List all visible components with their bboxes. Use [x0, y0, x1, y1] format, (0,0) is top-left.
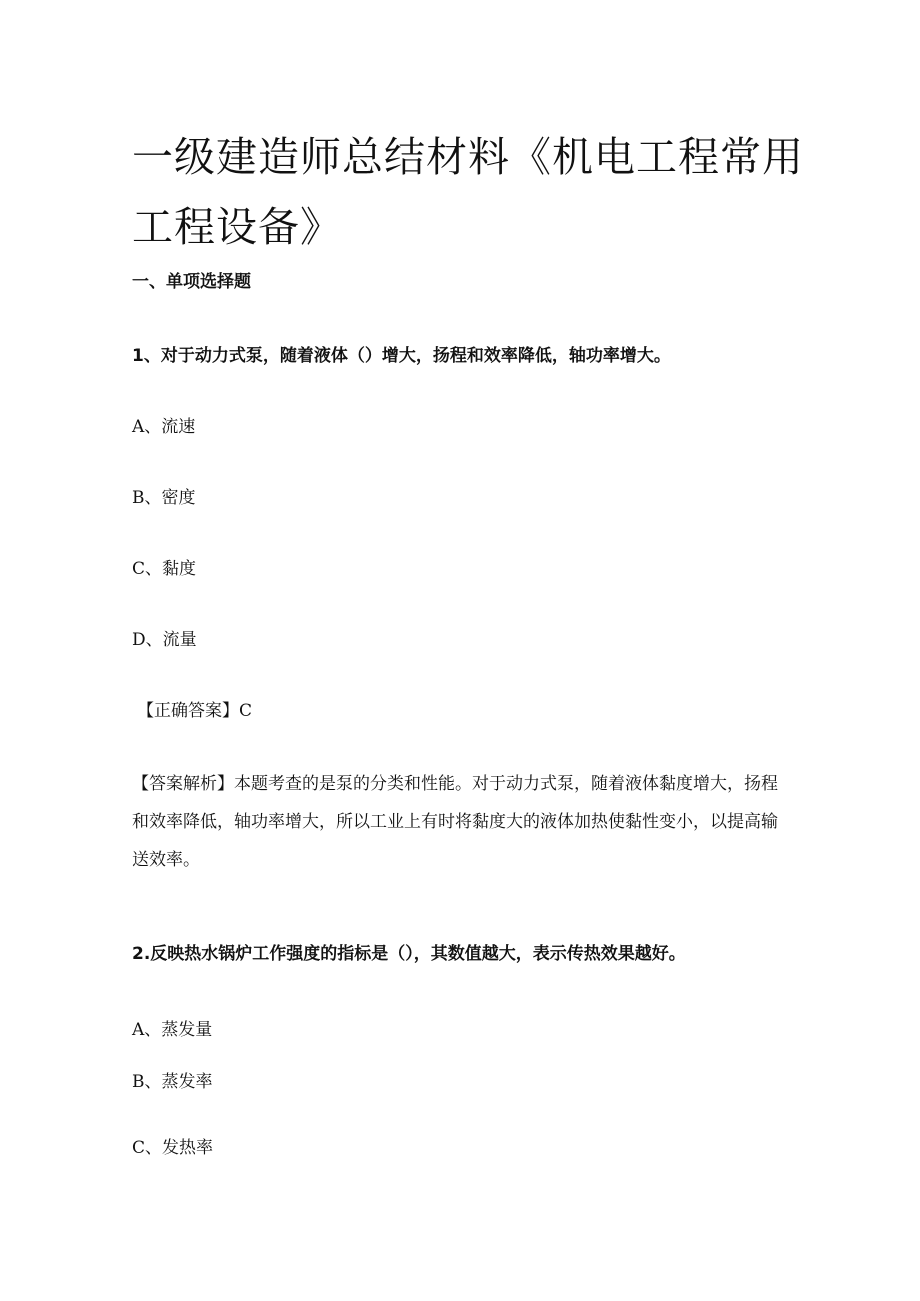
question-1-option-c: [132, 557, 196, 581]
question-2-option-b: [132, 1070, 213, 1094]
option-separator: 、: [144, 488, 162, 508]
option-separator: 、: [145, 559, 163, 579]
document-title: 一级建造师总结材料《机电工程常用工程设备》: [132, 133, 804, 251]
option-text: 蒸发率: [161, 1072, 213, 1092]
option-separator: 、: [145, 1138, 163, 1158]
option-letter: D: [132, 630, 146, 650]
option-text: 发热率: [162, 1138, 214, 1158]
question-1-analysis: 【答案解析】本题考查的是泵的分类和性能。对于动力式泵，随着液体黏度增大，扬程和效率降低，轴功率增大，所以工业上有时将黏度大的液体加热使黏性变小，以提高输送效率。: [132, 774, 778, 870]
option-text: 密度: [161, 488, 196, 508]
option-text: 黏度: [162, 559, 197, 579]
question-1-option-b: [132, 486, 196, 510]
question-1-correct-answer: [137, 699, 252, 723]
question-1-option-d: [132, 628, 197, 652]
option-letter: A: [132, 417, 145, 437]
answer-label: 【正确答案】: [137, 701, 239, 721]
question-1-option-a: [132, 415, 195, 439]
section-heading: 一、单项选择题: [132, 272, 251, 292]
option-letter: B: [132, 1072, 145, 1092]
answer-value: C: [239, 701, 253, 721]
option-letter: B: [132, 488, 145, 508]
question-2-text: 2.反映热水锅炉工作强度的指标是（），其数值越大，表示传热效果越好。: [132, 944, 686, 964]
option-separator: 、: [144, 1072, 162, 1092]
question-2-option-a: [132, 1018, 212, 1042]
option-text: 流量: [162, 630, 197, 650]
option-separator: 、: [145, 630, 163, 650]
question-2-option-c: [132, 1136, 213, 1160]
option-letter: A: [132, 1020, 145, 1040]
option-letter: C: [132, 559, 146, 579]
option-separator: 、: [144, 1020, 162, 1040]
question-1-text: 1、对于动力式泵，随着液体（）增大，扬程和效率降低，轴功率增大。: [132, 346, 671, 366]
option-letter: C: [132, 1138, 146, 1158]
option-text: 流速: [161, 417, 196, 437]
option-separator: 、: [144, 417, 162, 437]
option-text: 蒸发量: [161, 1020, 213, 1040]
